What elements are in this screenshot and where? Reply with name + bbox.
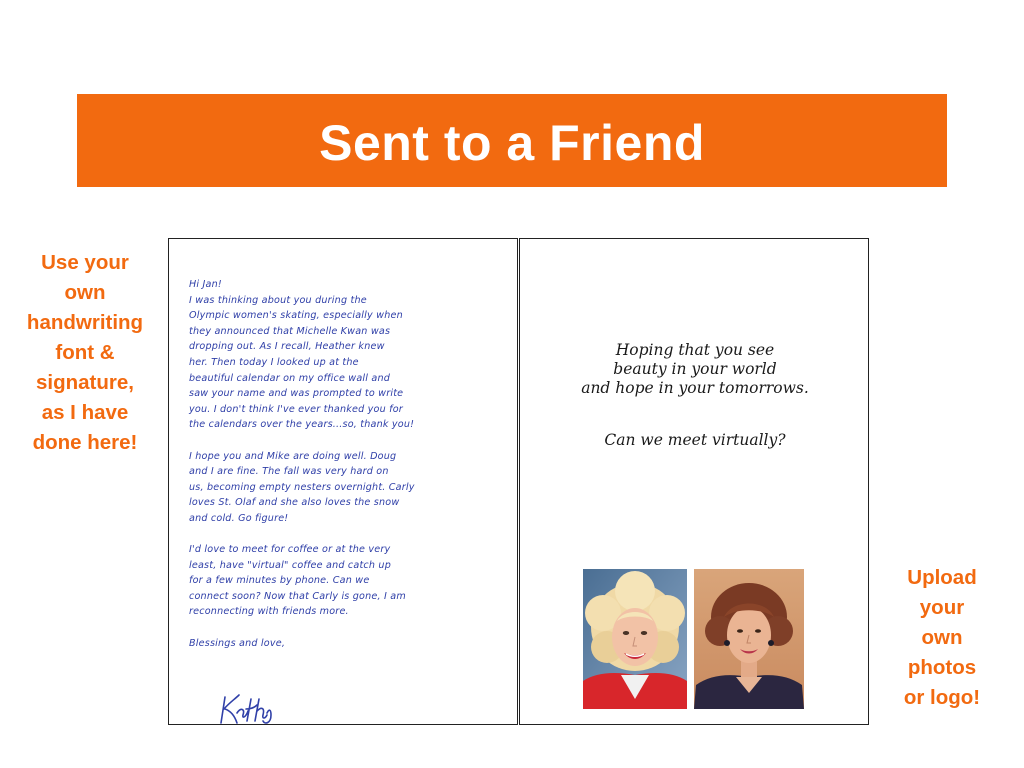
tip-line: handwriting [26, 311, 144, 334]
letter-line: her. Then today I looked up at the [189, 356, 359, 368]
letter-line: us, becoming empty nesters overnight. Carly [189, 481, 415, 493]
letter-line: Olympic women's skating, especially when [189, 310, 403, 322]
tip-line: Upload [907, 566, 977, 589]
letter-line: beautiful calendar on my office wall and [189, 372, 391, 384]
letter-line: Blessings and love, [189, 637, 286, 649]
letter-line: reconnecting with friends more. [189, 606, 349, 618]
title-banner [77, 94, 947, 187]
tip-line: as I have [41, 401, 129, 424]
tip-line: or logo! [903, 686, 981, 709]
portrait-photo-2 [694, 569, 804, 709]
verse-line: Hoping that you see [615, 341, 775, 359]
handwritten-letter-card [168, 238, 518, 725]
tip-line: Use your [41, 251, 129, 274]
letter-line: they announced that Michelle Kwan was [189, 325, 391, 337]
tip-line: signature, [36, 371, 134, 394]
verse-question: Can we meet virtually? [604, 431, 786, 449]
verse-line: and hope in your tomorrows. [581, 379, 809, 397]
portrait-photo-1 [583, 569, 687, 709]
letter-text [189, 277, 504, 651]
tip-line: done here! [32, 431, 138, 454]
upload-photos-tip-note [890, 563, 994, 713]
page-title: Sent to a Friend [319, 114, 705, 171]
letter-line: loves St. Olaf and she also loves the snow [189, 497, 400, 509]
letter-line: Hi Jan! [189, 279, 222, 290]
letter-line: connect soon? Now that Carly is gone, I am [189, 590, 406, 602]
letter-line: I hope you and Mike are doing well. Doug [189, 450, 397, 462]
letter-line: dropping out. As I recall, Heather knew [189, 341, 385, 353]
signature-kathy [213, 687, 283, 727]
letter-line: the calendars over the years...so, thank you! [189, 419, 415, 431]
tip-line: font & [55, 341, 115, 364]
letter-line: saw your name and was prompted to write [189, 388, 404, 400]
verse-text [520, 341, 870, 398]
letter-line: I was thinking about you during the [189, 294, 367, 306]
tip-line: photos [907, 656, 977, 679]
letter-line: and cold. Go figure! [189, 512, 289, 524]
letter-line: you. I don't think I've ever thanked you for [189, 403, 403, 415]
tip-line: own [921, 626, 963, 649]
tip-line: own [64, 281, 106, 304]
letter-line: for a few minutes by phone. Can we [189, 575, 370, 587]
letter-line: I'd love to meet for coffee or at the very [189, 544, 391, 556]
handwriting-tip-note [8, 248, 162, 458]
letter-line: least, have "virtual" coffee and catch up [189, 559, 391, 571]
verse-line: beauty in your world [613, 360, 777, 378]
tip-line: your [919, 596, 965, 619]
letter-line: and I are fine. The fall was very hard on [189, 466, 389, 478]
verse-photo-card [519, 238, 869, 725]
